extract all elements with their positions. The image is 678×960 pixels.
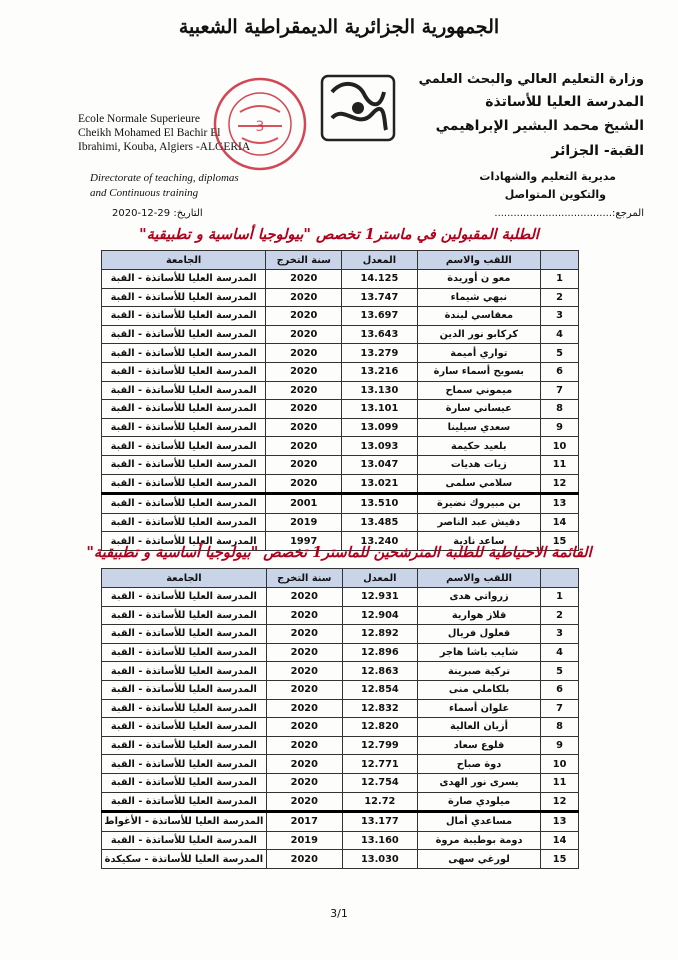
graduation-year: 2020: [266, 288, 342, 307]
table-row: [102, 455, 579, 474]
row-number: 11: [541, 773, 579, 792]
school-name-line1: المدرسة العليا للأساتذة: [485, 94, 644, 110]
student-name: مساعدي أمال: [417, 812, 540, 832]
graduation-year: 2020: [266, 773, 342, 792]
table-row: [102, 643, 579, 662]
table-row: [102, 494, 579, 514]
table-row: [102, 270, 579, 289]
ministry-name: وزارة التعليم العالي والبحث العلمي: [418, 72, 644, 87]
graduation-year: 2001: [266, 494, 342, 514]
graduation-year: 2020: [266, 362, 342, 381]
graduation-year: 2020: [266, 588, 342, 607]
table-row: [102, 736, 579, 755]
row-number: 2: [541, 288, 579, 307]
row-number: 13: [541, 494, 579, 514]
directorate-line2: والتكوين المتواصل: [504, 188, 606, 201]
student-name: كركابو نور الدين: [417, 325, 541, 344]
table-row: [102, 344, 579, 363]
university: المدرسة العليا للأساتذة - سكيكدة: [102, 850, 267, 869]
row-number: 14: [541, 513, 579, 532]
column-header: سنة التخرج: [266, 251, 342, 270]
table-row: [102, 474, 579, 494]
row-number: 6: [541, 362, 579, 381]
university: المدرسة العليا للأساتذة - القبة: [102, 718, 267, 737]
university: المدرسة العليا للأساتذة - القبة: [102, 474, 266, 494]
student-average: 13.093: [342, 437, 417, 456]
university: المدرسة العليا للأساتذة - القبة: [102, 362, 266, 381]
table-row: [102, 588, 579, 607]
student-name: دوة صباح: [417, 755, 540, 774]
graduation-year: 2020: [266, 662, 342, 681]
row-number: 4: [541, 643, 579, 662]
column-header: اللقب والاسم: [417, 251, 541, 270]
graduation-year: 2019: [266, 513, 342, 532]
graduation-year: 2020: [266, 381, 342, 400]
graduation-year: 2020: [266, 344, 342, 363]
university: المدرسة العليا للأساتذة - القبة: [102, 400, 266, 419]
student-average: 13.643: [342, 325, 417, 344]
graduation-year: 2020: [266, 455, 342, 474]
student-average: 12.854: [342, 680, 417, 699]
student-average: 13.099: [342, 418, 417, 437]
graduation-year: 2020: [266, 437, 342, 456]
student-average: 13.030: [342, 850, 417, 869]
table-row: [102, 699, 579, 718]
student-name: زيات هديات: [417, 455, 541, 474]
student-name: زرواتي هدى: [417, 588, 540, 607]
row-number: 7: [541, 381, 579, 400]
student-average: 12.754: [342, 773, 417, 792]
row-number: 8: [541, 400, 579, 419]
column-header: [541, 251, 579, 270]
student-name: شايب باشا هاجر: [417, 643, 540, 662]
student-average: 13.216: [342, 362, 417, 381]
student-name: معقاسي لبندة: [417, 307, 541, 326]
student-name: نبهي شيماء: [417, 288, 541, 307]
university: المدرسة العليا للأساتذة - القبة: [102, 588, 267, 607]
student-average: 13.130: [342, 381, 417, 400]
graduation-year: 2020: [266, 270, 342, 289]
university: المدرسة العليا للأساتذة - القبة: [102, 455, 266, 474]
table-row: [102, 831, 579, 850]
french-name-line1: Ecole Normale Superieure: [78, 113, 200, 125]
student-average: 13.697: [342, 307, 417, 326]
student-name: علوان أسماء: [417, 699, 540, 718]
table-row: [102, 625, 579, 644]
row-number: 14: [541, 831, 579, 850]
french-name-line2: Cheikh Mohamed El Bachir El: [78, 127, 221, 139]
student-average: 13.021: [342, 474, 417, 494]
student-name: ميلودي صارة: [417, 792, 540, 812]
graduation-year: 2020: [266, 736, 342, 755]
graduation-year: 2020: [266, 418, 342, 437]
waiting-list-table: [101, 568, 579, 869]
university: المدرسة العليا للأساتذة - القبة: [102, 513, 266, 532]
table-row: [102, 288, 579, 307]
table-row: [102, 381, 579, 400]
student-name: قلاز هوارية: [417, 606, 540, 625]
row-number: 12: [541, 792, 579, 812]
student-average: 13.279: [342, 344, 417, 363]
student-name: قعلول فريال: [417, 625, 540, 644]
graduation-year: 2020: [266, 400, 342, 419]
student-name: بلعيد حكيمة: [417, 437, 541, 456]
student-name: سعدي سيلينا: [417, 418, 541, 437]
table-row: [102, 362, 579, 381]
column-header: [541, 569, 579, 588]
row-number: 7: [541, 699, 579, 718]
student-average: 12.863: [342, 662, 417, 681]
row-number: 13: [541, 812, 579, 832]
university: المدرسة العليا للأساتذة - القبة: [102, 344, 266, 363]
table-row: [102, 418, 579, 437]
university: المدرسة العليا للأساتذة - القبة: [102, 418, 266, 437]
student-name: دومة بوطيبة مروة: [417, 831, 540, 850]
row-number: 1: [541, 588, 579, 607]
graduation-year: 2020: [266, 718, 342, 737]
row-number: 6: [541, 680, 579, 699]
university: المدرسة العليا للأساتذة - القبة: [102, 437, 266, 456]
university: المدرسة العليا للأساتذة - القبة: [102, 792, 267, 812]
page-number: 3/1: [330, 907, 348, 920]
university: المدرسة العليا للأساتذة - القبة: [102, 755, 267, 774]
graduation-year: 2020: [266, 307, 342, 326]
student-average: 13.747: [342, 288, 417, 307]
table-row: [102, 400, 579, 419]
school-logo: [318, 72, 398, 144]
row-number: 15: [541, 850, 579, 869]
graduation-year: 2020: [266, 606, 342, 625]
row-number: 5: [541, 662, 579, 681]
student-average: 12.931: [342, 588, 417, 607]
official-stamp: [210, 74, 310, 174]
university: المدرسة العليا للأساتذة - القبة: [102, 307, 266, 326]
student-average: 12.771: [342, 755, 417, 774]
student-name: سلامي سلمى: [417, 474, 541, 494]
row-number: 9: [541, 418, 579, 437]
university: المدرسة العليا للأساتذة - القبة: [102, 680, 267, 699]
university: المدرسة العليا للأساتذة - القبة: [102, 662, 267, 681]
university: المدرسة العليا للأساتذة - القبة: [102, 288, 266, 307]
row-number: 10: [541, 755, 579, 774]
student-name: دقيش عبد الناصر: [417, 513, 541, 532]
student-average: 13.485: [342, 513, 417, 532]
graduation-year: 2017: [266, 812, 342, 832]
accepted-students-table: [101, 250, 579, 551]
column-header: المعدل: [342, 569, 417, 588]
column-header: الجامعة: [102, 569, 267, 588]
student-name: قلوع سعاد: [417, 736, 540, 755]
student-average: 13.160: [342, 831, 417, 850]
student-average: 12.896: [342, 643, 417, 662]
graduation-year: 2020: [266, 755, 342, 774]
column-header: المعدل: [342, 251, 417, 270]
english-directorate-line1: Directorate of teaching, diplomas: [90, 172, 239, 184]
graduation-year: 2020: [266, 699, 342, 718]
table-row: [102, 718, 579, 737]
french-name-line3: Ibrahimi, Kouba, Algiers -ALGERIA: [78, 141, 251, 153]
svg-text:3: 3: [255, 119, 265, 135]
row-number: 2: [541, 606, 579, 625]
university: المدرسة العليا للأساتذة - القبة: [102, 773, 267, 792]
row-number: 9: [541, 736, 579, 755]
row-number: 3: [541, 625, 579, 644]
school-location: القبة- الجزائر: [551, 143, 644, 159]
row-number: 8: [541, 718, 579, 737]
student-name: يسرى نور الهدى: [417, 773, 540, 792]
student-name: بسويح أسماء سارة: [417, 362, 541, 381]
student-average: 13.101: [342, 400, 417, 419]
university: المدرسة العليا للأساتذة - القبة: [102, 643, 267, 662]
row-number: 12: [541, 474, 579, 494]
university: المدرسة العليا للأساتذة - القبة: [102, 325, 266, 344]
student-name: بن مبيروك نضيرة: [417, 494, 541, 514]
student-average: 13.047: [342, 455, 417, 474]
student-average: 12.904: [342, 606, 417, 625]
reference-field: المرجع:.....................................: [494, 208, 644, 219]
student-average: 12.72: [342, 792, 417, 812]
student-average: 13.177: [342, 812, 417, 832]
directorate-line1: مديرية التعليم والشهادات: [479, 170, 616, 183]
row-number: 1: [541, 270, 579, 289]
column-header: سنة التخرج: [266, 569, 342, 588]
row-number: 11: [541, 455, 579, 474]
row-number: 3: [541, 307, 579, 326]
student-average: 12.799: [342, 736, 417, 755]
student-average: 12.892: [342, 625, 417, 644]
row-number: 15: [541, 532, 579, 551]
school-name-line2: الشيخ محمد البشير الإبراهيمي: [435, 118, 644, 134]
column-header: الجامعة: [102, 251, 266, 270]
student-average: 14.125: [342, 270, 417, 289]
table-row: [102, 773, 579, 792]
student-average: 13.240: [342, 532, 417, 551]
graduation-year: 2019: [266, 831, 342, 850]
table-row: [102, 307, 579, 326]
student-name: تواري أميمة: [417, 344, 541, 363]
row-number: 5: [541, 344, 579, 363]
english-directorate-line2: and Continuous training: [90, 187, 199, 199]
graduation-year: 2020: [266, 850, 342, 869]
university: المدرسة العليا للأساتذة - القبة: [102, 699, 267, 718]
student-name: معو ن أوريدة: [417, 270, 541, 289]
table-header-row: [102, 251, 579, 270]
university: المدرسة العليا للأساتذة - الأغواط: [102, 812, 267, 832]
student-name: أزيان العالية: [417, 718, 540, 737]
graduation-year: 1997: [266, 532, 342, 551]
university: المدرسة العليا للأساتذة - القبة: [102, 606, 267, 625]
student-name: لورغي سهى: [417, 850, 540, 869]
table-row: [102, 325, 579, 344]
republic-heading: الجمهورية الجزائرية الديمقراطية الشعبية: [178, 16, 500, 38]
table-row: [102, 606, 579, 625]
table-row: [102, 437, 579, 456]
graduation-year: 2020: [266, 680, 342, 699]
university: المدرسة العليا للأساتذة - القبة: [102, 736, 267, 755]
student-name: ساعد نادية: [417, 532, 541, 551]
university: المدرسة العليا للأساتذة - القبة: [102, 625, 267, 644]
table-row: [102, 812, 579, 832]
row-number: 4: [541, 325, 579, 344]
table-row: [102, 680, 579, 699]
table-row: [102, 755, 579, 774]
student-average: 12.820: [342, 718, 417, 737]
document-date: التاريخ: 29-12-2020: [112, 208, 203, 219]
table-row: [102, 513, 579, 532]
graduation-year: 2020: [266, 325, 342, 344]
row-number: 10: [541, 437, 579, 456]
accepted-students-title: الطلبة المقبولين في ماستر1 تخصص "بيولوجيا أساسية و تطبيقية": [139, 226, 539, 243]
graduation-year: 2020: [266, 625, 342, 644]
graduation-year: 2020: [266, 643, 342, 662]
university: المدرسة العليا للأساتذة - القبة: [102, 831, 267, 850]
table-row: [102, 662, 579, 681]
student-name: عيساني سارة: [417, 400, 541, 419]
graduation-year: 2020: [266, 792, 342, 812]
waiting-list-title: القائمة الاحتياطية للطلبة المترشحين للماستر1 تخصص "بيولوجيا أساسية و تطبيقية": [86, 544, 592, 561]
student-name: ميموني سماح: [417, 381, 541, 400]
student-average: 12.832: [342, 699, 417, 718]
student-name: تركية صبرينة: [417, 662, 540, 681]
university: المدرسة العليا للأساتذة - القبة: [102, 532, 266, 551]
table-row: [102, 850, 579, 869]
university: المدرسة العليا للأساتذة - القبة: [102, 381, 266, 400]
column-header: اللقب والاسم: [417, 569, 540, 588]
table-row: [102, 792, 579, 812]
student-average: 13.510: [342, 494, 417, 514]
table-header-row: [102, 569, 579, 588]
graduation-year: 2020: [266, 474, 342, 494]
university: المدرسة العليا للأساتذة - القبة: [102, 494, 266, 514]
student-name: بلكاملي منى: [417, 680, 540, 699]
university: المدرسة العليا للأساتذة - القبة: [102, 270, 266, 289]
